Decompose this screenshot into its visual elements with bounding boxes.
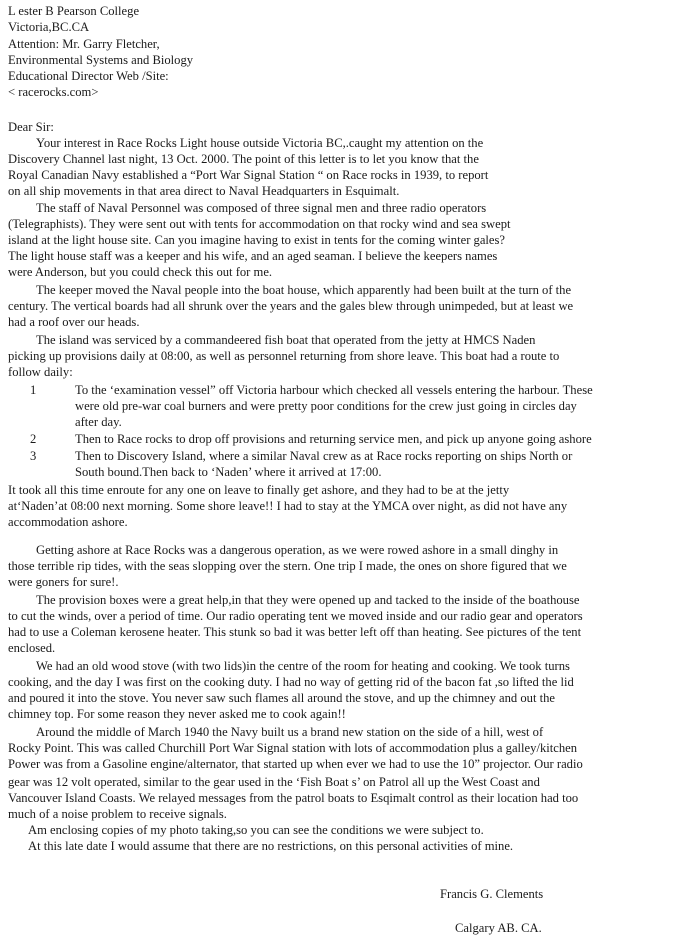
paragraph-line: Getting ashore at Race Rocks was a dangerous operation, as we were rowed ashore in a small dinghy in bbox=[36, 543, 559, 557]
paragraph-line: The staff of Naval Personnel was composed of three signal men and three radio operators bbox=[36, 201, 487, 215]
salutation: Dear Sir: bbox=[8, 120, 54, 134]
list-item-line: South bound.Then back to ‘Naden’ where it arrived at 17:00. bbox=[75, 465, 382, 479]
website-line: < racerocks.com> bbox=[8, 85, 99, 99]
paragraph-line: gear was 12 volt operated, similar to the gear used in the ‘Fish Boat s’ on Patrol all up the West Coast and bbox=[8, 775, 540, 789]
paragraph-line: Vancouver Island Coasts. We relayed messages from the patrol boats to Esqimalt control as their location had too bbox=[8, 791, 579, 805]
paragraph-line: We had an old wood stove (with two lids)in the centre of the room for heating and cooking. We took turns bbox=[36, 659, 570, 673]
list-item-line: were old pre-war coal burners and were pretty poor conditions for the crew just going in circles day bbox=[75, 399, 577, 413]
paragraph-line: Around the middle of March 1940 the Navy built us a brand new station on the side of a hill, west of bbox=[36, 725, 544, 739]
college-city: Victoria,BC.CA bbox=[8, 20, 90, 34]
paragraph-line: island at the light house site. Can you imagine having to exist in tents for the coming winter gales? bbox=[8, 233, 506, 247]
list-item-line: after day. bbox=[75, 415, 122, 429]
paragraph-line: Your interest in Race Rocks Light house outside Victoria BC,.caught my attention on the bbox=[36, 136, 484, 150]
signature-location: Calgary AB. CA. bbox=[455, 921, 542, 935]
paragraph-line: Am enclosing copies of my photo taking,so you can see the conditions we were subject to. bbox=[28, 823, 484, 837]
paragraph-line: enclosed. bbox=[8, 641, 56, 655]
paragraph-line: were Anderson, but you could check this out for me. bbox=[8, 265, 273, 279]
paragraph-line: The keeper moved the Naval people into the boat house, which apparently had been built at the turn of the bbox=[36, 283, 572, 297]
paragraph-line: at‘Naden’at 08:00 next morning. Some shore leave!! I had to stay at the YMCA over night, as did not have any bbox=[8, 499, 568, 513]
paragraph-line: picking up provisions daily at 08:00, as well as personnel returning from shore leave. This boat had a route to bbox=[8, 349, 560, 363]
paragraph-line: The provision boxes were a great help,in that they were opened up and tacked to the inside of the boathouse bbox=[36, 593, 580, 607]
paragraph-line: follow daily: bbox=[8, 365, 73, 379]
list-item-line: To the ‘examination vessel” off Victoria harbour which checked all vessels entering the harbour. These bbox=[75, 383, 593, 397]
paragraph-line: and poured it into the stove. You never saw such flames all around the stove, and up the chimney and out the bbox=[8, 691, 556, 705]
paragraph-line: Royal Canadian Navy established a “Port War Signal Station “ on Race rocks in 1939, to report bbox=[8, 168, 489, 182]
paragraph-line: Discovery Channel last night, 13 Oct. 2000. The point of this letter is to let you know that the bbox=[8, 152, 479, 166]
paragraph-line: much of a noise problem to receive signals. bbox=[8, 807, 227, 821]
list-item-line: Then to Race rocks to drop off provisions and returning service men, and pick up anyone going ashore bbox=[75, 432, 592, 446]
paragraph-line: The light house staff was a keeper and his wife, and an aged seaman. I believe the keepers names bbox=[8, 249, 498, 263]
list-item-line: Then to Discovery Island, where a similar Naval crew as at Race rocks reporting on ships North or bbox=[75, 449, 573, 463]
paragraph-line: The island was serviced by a commandeered fish boat that operated from the jetty at HMCS Naden bbox=[36, 333, 536, 347]
paragraph-line: had to use a Coleman kerosene heater. This stunk so bad it was better left off than heating. See pictures of the tent bbox=[8, 625, 582, 639]
director-line: Educational Director Web /Site: bbox=[8, 69, 169, 83]
paragraph-line: It took all this time enroute for any one on leave to finally get ashore, and they had to be at the jetty bbox=[8, 483, 510, 497]
paragraph-line: At this late date I would assume that there are no restrictions, on this personal activities of mine. bbox=[28, 839, 514, 853]
paragraph-line: (Telegraphists). They were sent out with tents for accommodation on that rocky wind and sea swept bbox=[8, 217, 511, 231]
paragraph-line: had a roof over our heads. bbox=[8, 315, 140, 329]
paragraph-line: on all ship movements in that area direct to Naval Headquarters in Esquimalt. bbox=[8, 184, 400, 198]
signature-name: Francis G. Clements bbox=[440, 887, 544, 901]
list-number: 2 bbox=[30, 432, 37, 446]
list-number: 1 bbox=[30, 383, 37, 397]
list-number: 3 bbox=[30, 449, 37, 463]
paragraph-line: those terrible rip tides, with the seas slopping over the stern. One trip I made, the ones on shore figured that we bbox=[8, 559, 567, 573]
attention-line: Attention: Mr. Garry Fletcher, bbox=[8, 37, 160, 51]
paragraph-line: were goners for sure!. bbox=[8, 575, 119, 589]
department-line: Environmental Systems and Biology bbox=[8, 53, 194, 67]
paragraph-line: Power was from a Gasoline engine/alternator, that started up when ever we had to use the 10” projector. Our radio bbox=[8, 757, 583, 771]
paragraph-line: cooking, and the day I was first on the cooking duty. I had no way of getting rid of the bacon fat ,so lifted the lid bbox=[8, 675, 574, 689]
paragraph-line: chimney top. For some reason they never asked me to cook again!! bbox=[8, 707, 346, 721]
paragraph-line: Rocky Point. This was called Churchill Port War Signal station with lots of accommodation plus a galley/kitchen bbox=[8, 741, 578, 755]
paragraph-line: century. The vertical boards had all shrunk over the years and the gales blew through unimpeded, but at least we bbox=[8, 299, 574, 313]
college-name: L ester B Pearson College bbox=[8, 4, 140, 18]
paragraph-line: to cut the winds, over a period of time. Our radio operating tent we moved inside and our radio gear and operators bbox=[8, 609, 583, 623]
paragraph-line: accommodation ashore. bbox=[8, 515, 128, 529]
